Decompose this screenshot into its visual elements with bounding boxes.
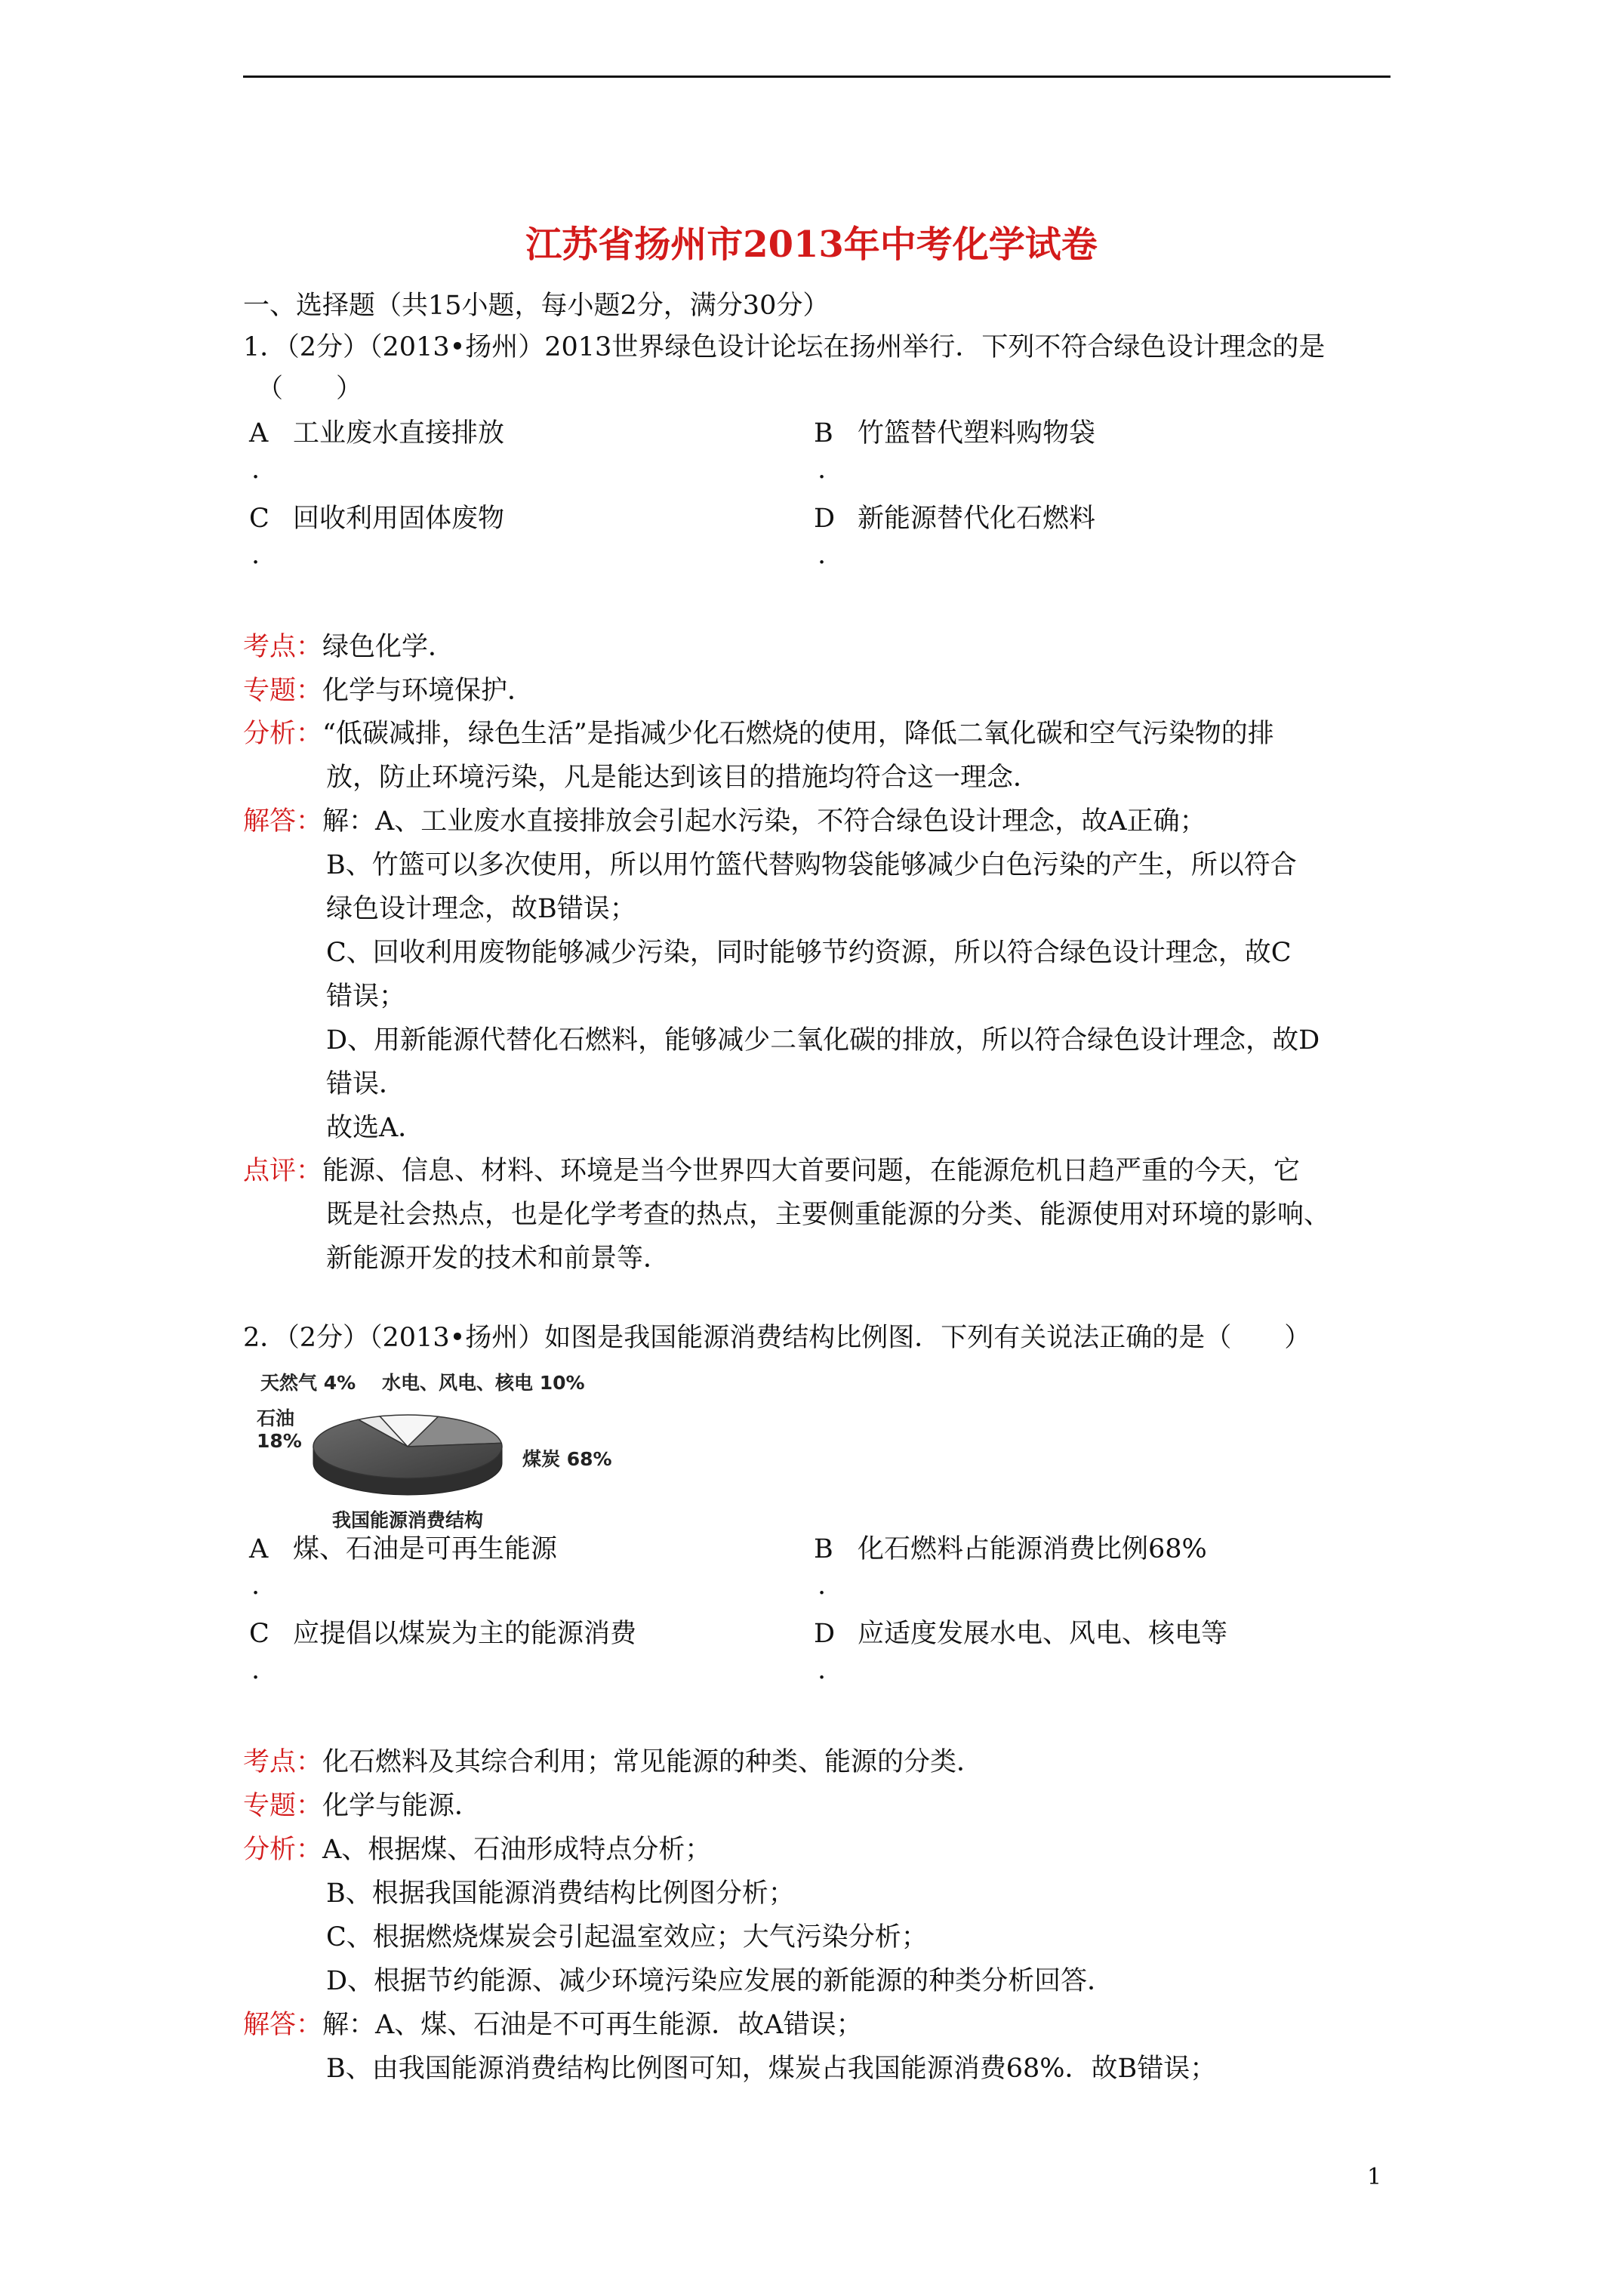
q1-jieda-line: B、竹篮可以多次使用，所以用竹篮代替购物袋能够减少白色污染的产生，所以符合: [326, 850, 1297, 880]
q1-dianping: 点评：能源、信息、材料、环境是当今世界四大首要问题，在能源危机日趋严重的今天，它: [243, 1156, 1301, 1186]
q2-fenxi-line: D、根据节约能源、减少环境污染应发展的新能源的种类分析回答．: [326, 1966, 1114, 1996]
header-rule: [243, 76, 1390, 78]
option-dot: .: [251, 540, 260, 570]
option-dot: .: [818, 1570, 827, 1601]
q1-jieda-line: D、用新能源代替化石燃料，能够减少二氧化碳的排放，所以符合绿色设计理念，故D: [326, 1025, 1320, 1056]
section-heading: 一、选择题（共15小题，每小题2分，满分30分）: [243, 291, 830, 321]
q2-option-d[interactable]: D 应适度发展水电、风电、核电等: [814, 1619, 1228, 1649]
q2-fenxi: 分析：A、根据煤、石油形成特点分析；: [243, 1835, 712, 1865]
q1-jieda-line: C、回收利用废物能够减少污染，同时能够节约资源，所以符合绿色设计理念，故C: [326, 938, 1292, 968]
q1-fenxi: 分析：“低碳减排，绿色生活”是指减少化石燃烧的使用，降低二氧化碳和空气污染物的排: [243, 719, 1274, 749]
pie-label-gas: 天然气 4%: [260, 1372, 356, 1394]
pie-title: 我国能源消费结构: [332, 1509, 484, 1531]
energy-pie-chart: [257, 1365, 619, 1533]
q1-option-b[interactable]: B 竹篮替代塑料购物袋: [814, 418, 1096, 448]
q1-option-c[interactable]: C 回收利用固体废物: [249, 504, 505, 534]
pie-label-oil: 石油 18%: [257, 1407, 302, 1452]
q1-jieda-line: 绿色设计理念，故B错误；: [326, 894, 636, 924]
option-dot: .: [251, 1570, 260, 1601]
option-dot: .: [818, 455, 827, 485]
q2-fenxi-line: B、根据我国能源消费结构比例图分析；: [326, 1878, 795, 1909]
q2-fenxi-line: C、根据燃烧煤炭会引起温室效应；大气污染分析；: [326, 1922, 928, 1952]
option-dot: .: [251, 455, 260, 485]
q1-option-a[interactable]: A 工业废水直接排放: [249, 418, 505, 448]
option-dot: .: [818, 1655, 827, 1685]
q2-jieda: 解答：解：A、煤、石油是不可再生能源．故A错误；: [243, 2010, 863, 2040]
q1-dianping-line: 既是社会热点，也是化学考查的热点，主要侧重能源的分类、能源使用对环境的影响、: [326, 1200, 1331, 1230]
pie-slices: [313, 1415, 502, 1478]
q1-jieda-line: 错误；: [326, 982, 406, 1012]
q2-option-c[interactable]: C 应提倡以煤炭为主的能源消费: [249, 1619, 637, 1649]
q2-option-a[interactable]: A 煤、石油是可再生能源: [249, 1534, 558, 1564]
option-dot: .: [818, 540, 827, 570]
q2-zhuanti: 专题：化学与能源．: [243, 1791, 482, 1821]
q1-zhuanti: 专题：化学与环境保护．: [243, 676, 534, 706]
q1-kaodian: 考点：绿色化学．: [243, 632, 455, 662]
q1-jieda-line: 错误．: [326, 1069, 406, 1099]
pie-label-coal: 煤炭 68%: [522, 1448, 612, 1470]
q1-stem-bracket: （ ）: [257, 374, 363, 404]
q2-kaodian: 考点：化石燃料及其综合利用；常见能源的种类、能源的分类．: [243, 1747, 984, 1777]
q2-option-b[interactable]: B 化石燃料占能源消费比例68%: [814, 1534, 1207, 1564]
q1-stem: 1．（2分）（2013•扬州）2013世界绿色设计论坛在扬州举行．下列不符合绿色设计理念的是: [243, 332, 1326, 362]
page-title: 江苏省扬州市2013年中考化学试卷: [525, 223, 1098, 266]
q2-stem: 2．（2分）（2013•扬州）如图是我国能源消费结构比例图．下列有关说法正确的是（ ）: [243, 1323, 1311, 1353]
q2-jieda-line: B、由我国能源消费结构比例图可知，煤炭占我国能源消费68%．故B错误；: [326, 2054, 1217, 2084]
option-dot: .: [251, 1655, 260, 1685]
pie-label-hydro: 水电、风电、核电 10%: [382, 1372, 585, 1394]
q1-jieda-line: 故选A．: [326, 1113, 425, 1143]
page-number: 1: [1367, 2164, 1382, 2190]
q1-option-d[interactable]: D 新能源替代化石燃料: [814, 504, 1096, 534]
q1-dianping-line: 新能源开发的技术和前景等．: [326, 1244, 670, 1274]
q1-jieda: 解答：解：A、工业废水直接排放会引起水污染，不符合绿色设计理念，故A正确；: [243, 806, 1206, 837]
q1-fenxi-line: 放，防止环境污染，凡是能达到该目的措施均符合这一理念．: [326, 763, 1040, 793]
